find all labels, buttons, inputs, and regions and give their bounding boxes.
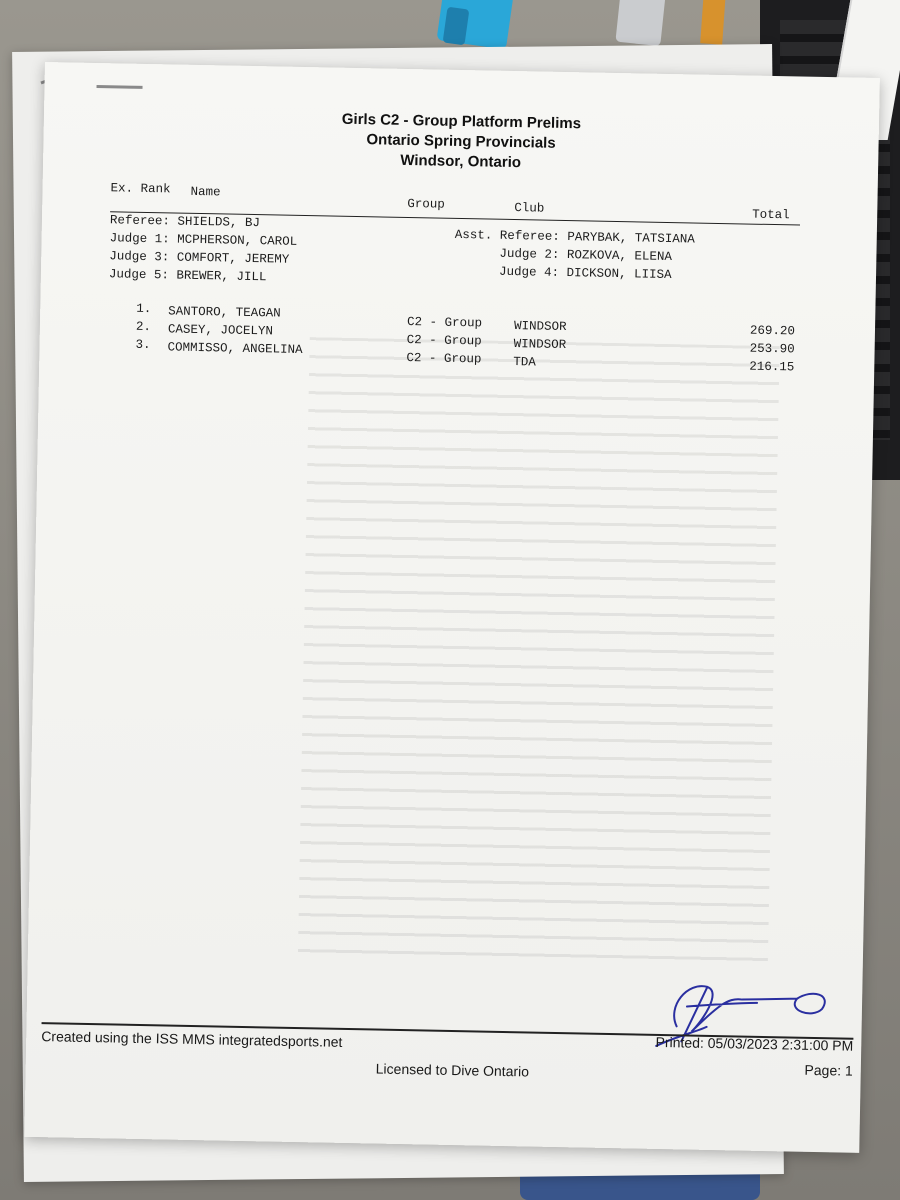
result-rank: 1. (136, 301, 152, 317)
footer-printed: Printed: 05/03/2023 2:31:00 PM (655, 1033, 854, 1054)
col-name: Name (190, 184, 221, 200)
result-group: C2 - Group (406, 350, 482, 367)
footer-created: Created using the ISS MMS integratedsports.net (41, 1028, 343, 1050)
report-location: Windsor, Ontario (400, 151, 522, 172)
result-club: TDA (513, 355, 536, 370)
result-rank: 3. (135, 337, 151, 353)
official-referee: Referee: SHIELDS, BJ (109, 213, 261, 231)
official-asst-referee: Asst. Referee: PARYBAK, TATSIANA (454, 227, 695, 247)
report-title: Girls C2 - Group Platform Prelims (341, 110, 582, 133)
col-total: Total (752, 207, 790, 223)
report-event: Ontario Spring Provincials (366, 131, 556, 152)
result-club: WINDSOR (513, 319, 567, 335)
col-ex-rank: Ex. Rank (110, 181, 171, 197)
result-total: 269.20 (749, 323, 796, 339)
result-club: WINDSOR (513, 337, 567, 353)
result-total: 216.15 (749, 359, 795, 375)
result-rank: 2. (135, 319, 152, 335)
result-name: COMMISSO, ANGELINA (167, 340, 303, 357)
results-sheet (24, 62, 879, 1153)
official-judge-1: Judge 1: MCPHERSON, CAROL (109, 231, 298, 249)
result-total: 253.90 (749, 341, 795, 357)
pen (615, 0, 665, 46)
result-group: C2 - Group (406, 315, 483, 331)
result-name: CASEY, JOCELYN (167, 322, 274, 339)
official-judge-3: Judge 3: COMFORT, JEREMY (109, 249, 290, 267)
pencil (700, 0, 726, 45)
official-judge-5: Judge 5: BREWER, JILL (108, 267, 267, 285)
show-through-text (298, 337, 780, 966)
result-name: SANTORO, TEAGAN (168, 304, 281, 321)
col-club: Club (514, 201, 545, 216)
result-group: C2 - Group (406, 332, 482, 349)
footer-licensed: Licensed to Dive Ontario (375, 1060, 530, 1080)
col-group: Group (407, 196, 445, 212)
official-judge-4: Judge 4: DICKSON, LIISA (498, 264, 672, 283)
staple (97, 85, 143, 89)
report-header (43, 104, 879, 180)
official-judge-2: Judge 2: ROZKOVA, ELENA (499, 246, 673, 265)
footer-page: Page: 1 (804, 1061, 853, 1079)
